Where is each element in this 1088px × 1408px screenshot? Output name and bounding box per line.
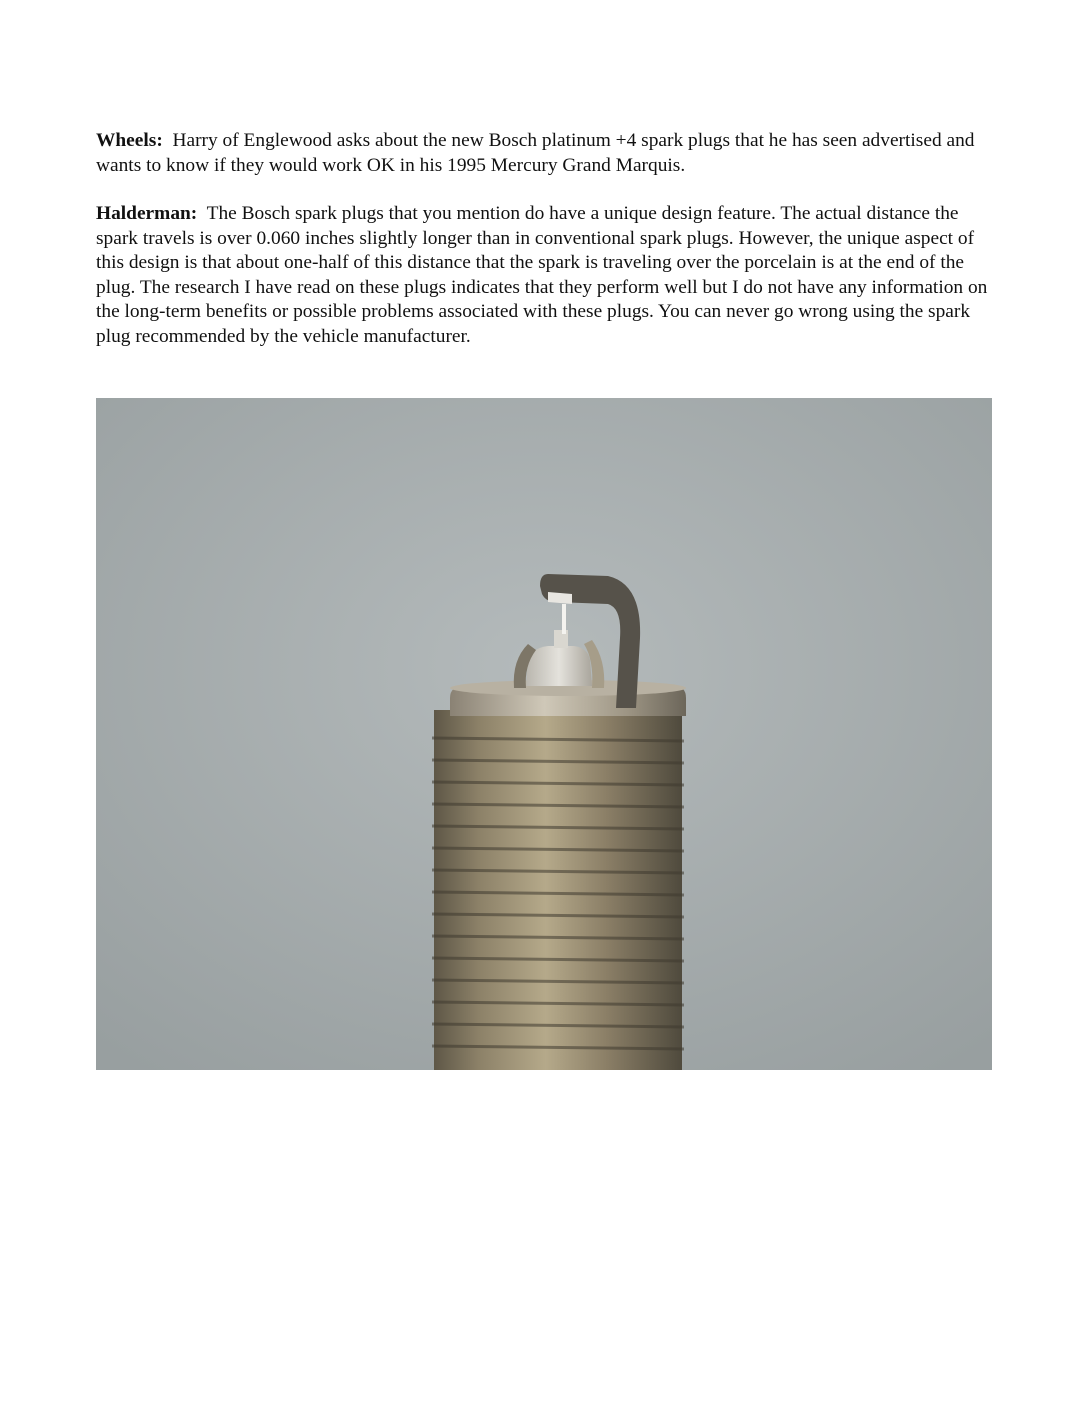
spark-plug-illustration	[96, 398, 992, 1070]
question-text: Harry of Englewood asks about the new Bosch platinum +4 spark plugs that he has seen advertised and wants to know if they would work OK in his 1995 Mercury Grand Marquis.	[96, 130, 975, 176]
answer-text: The Bosch spark plugs that you mention do have a unique design feature. The actual distance the spark travels is over 0.060 inches slightly longer than in conventional spark plugs. However, the unique aspect of this design is that about one-half of this distance that the spark is traveling over the porcelain is at the end of the plug. The research I have read on these plugs indicates that they perform well but I do not have any information on the long-term benefits or possible problems associated with these plugs. You can never go wrong using the spark plug recommended by the vehicle manufacturer.	[96, 203, 988, 347]
spark-plug-photo	[96, 398, 992, 1070]
paragraph-answer	[96, 202, 1001, 349]
speaker-halderman: Halderman:	[96, 203, 198, 224]
paragraph-question	[96, 129, 1001, 178]
speaker-wheels: Wheels:	[96, 130, 163, 151]
